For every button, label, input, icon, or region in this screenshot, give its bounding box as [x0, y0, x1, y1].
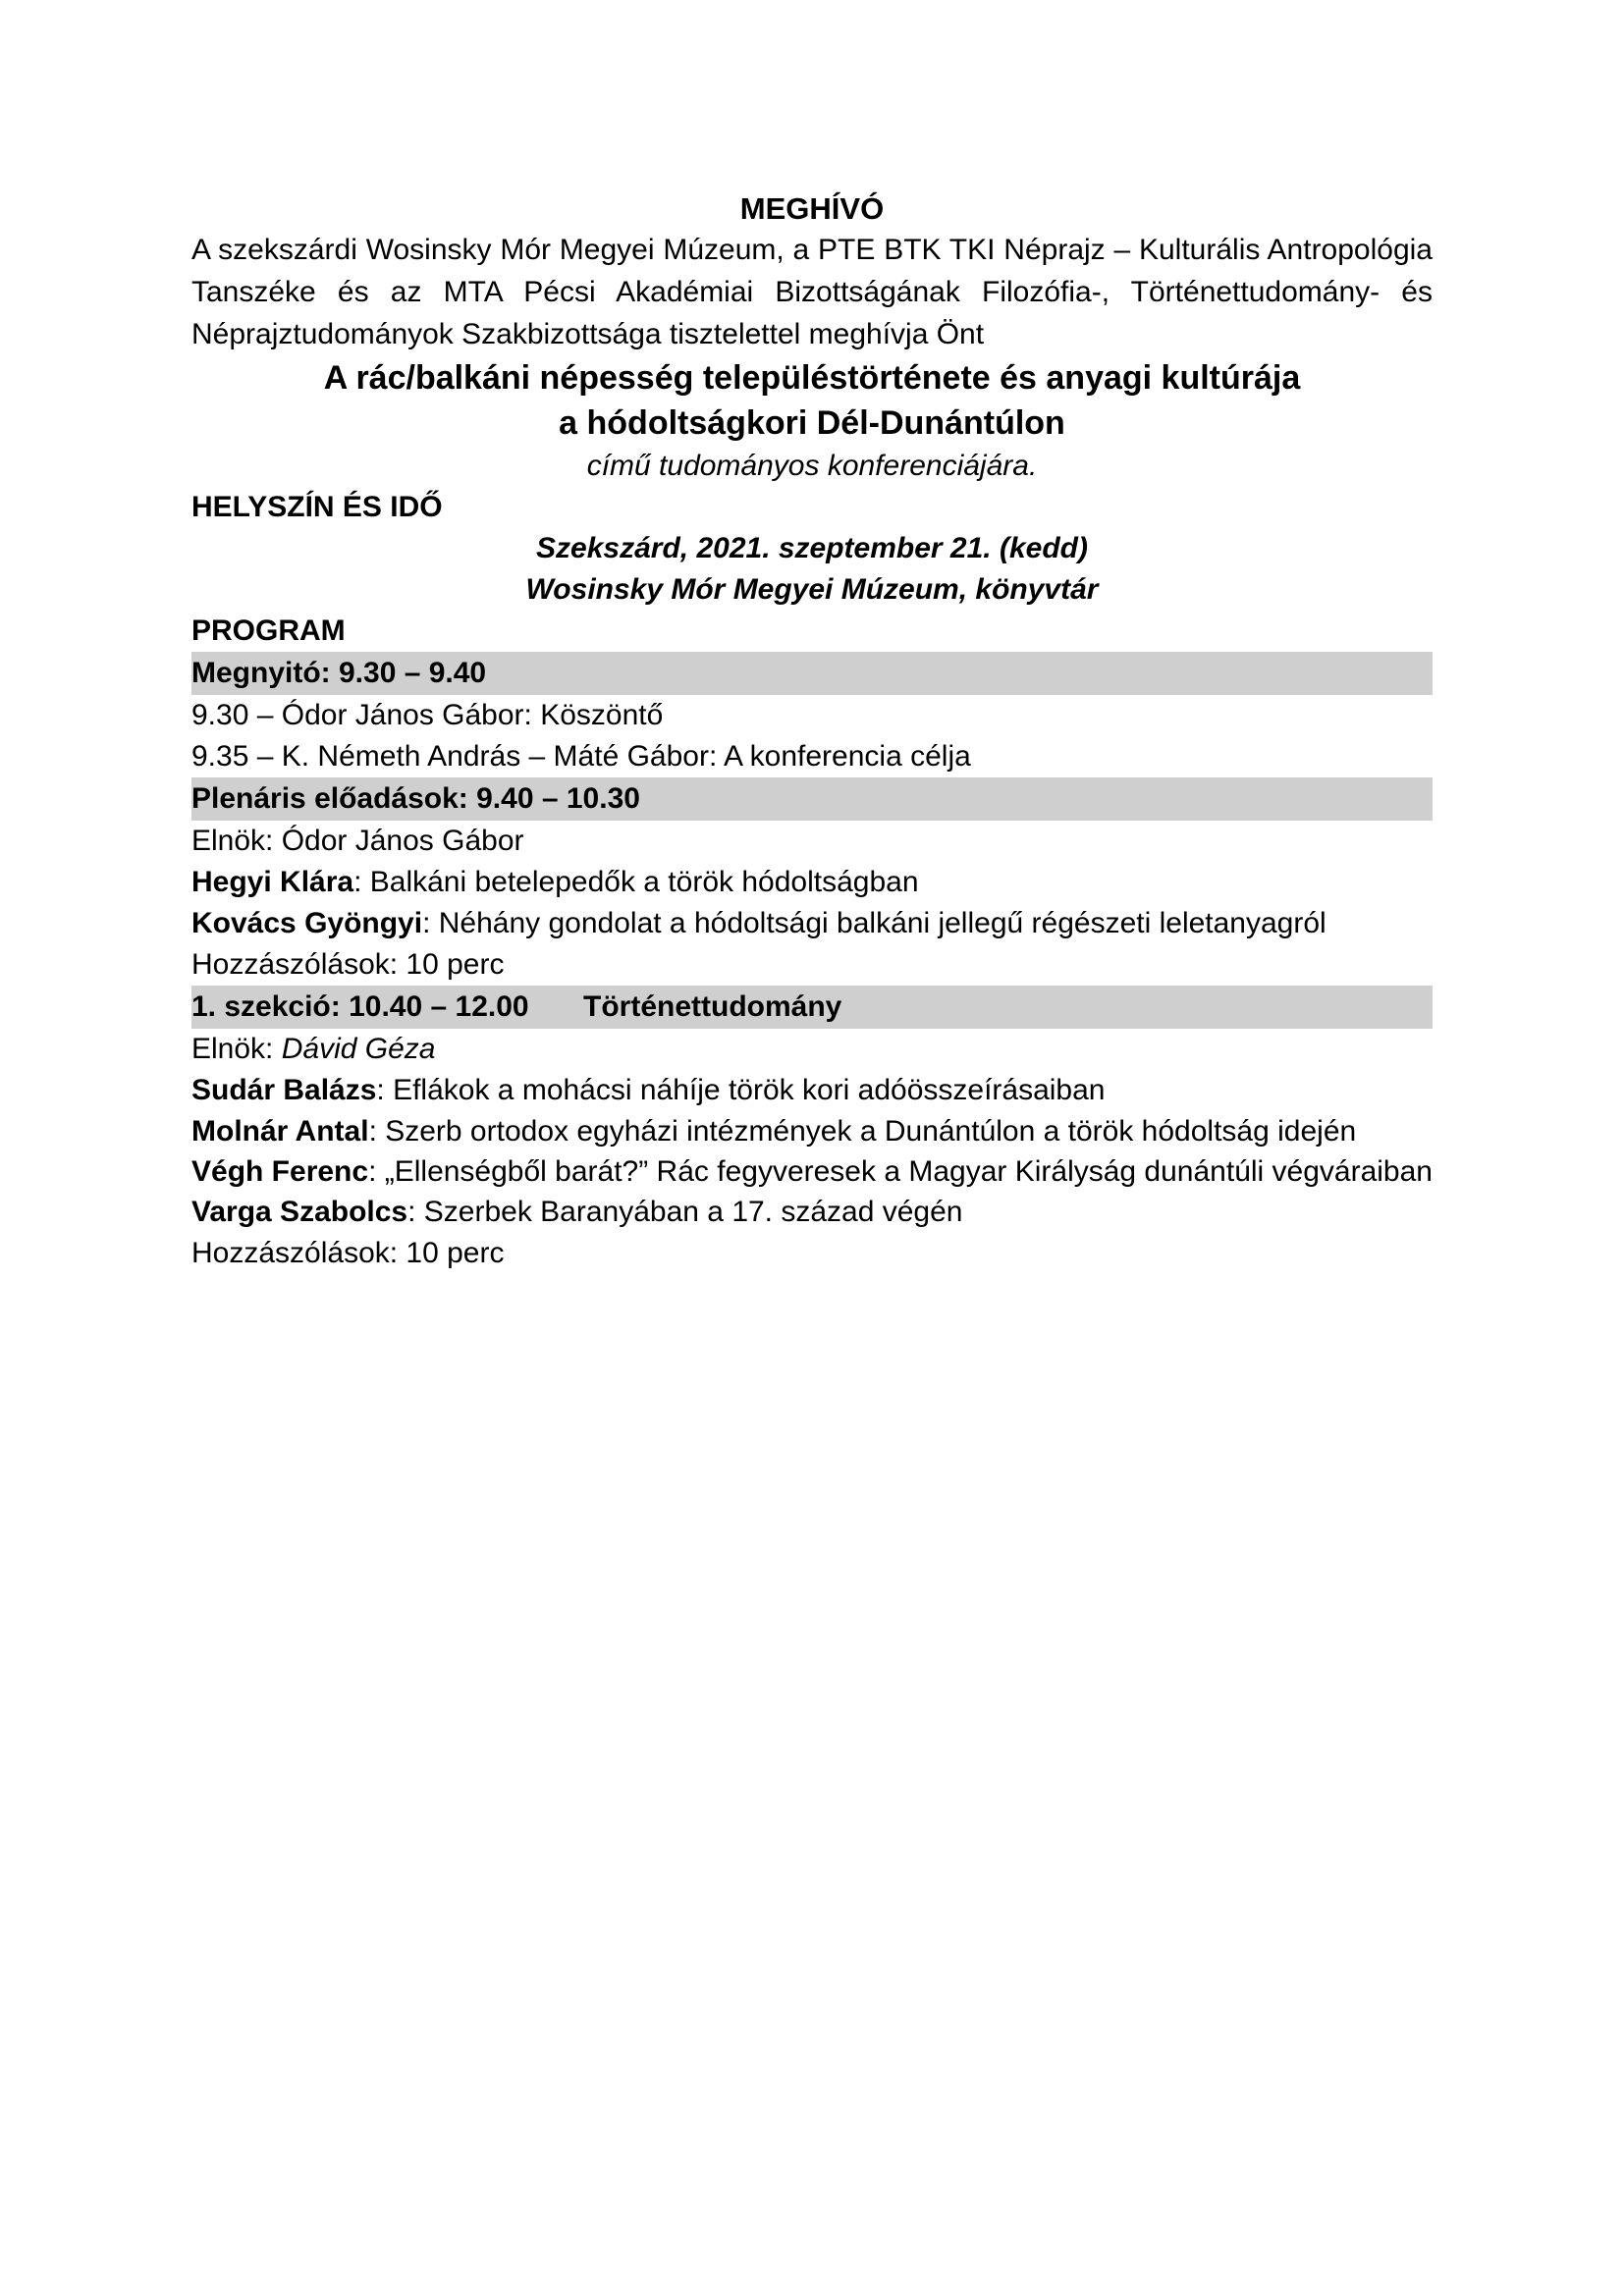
program-item: 9.30 – Ódor János Gábor: Köszöntő [191, 699, 664, 731]
section-1-time: 1. szekció: 10.40 – 12.00 [191, 990, 529, 1023]
intro-paragraph: A szekszárdi Wosinsky Mór Megyei Múzeum, a PTE BTK TKI Néprajz – Kulturális Antropológia Tanszéke és az MTA Pécsi Akadémiai Bizottságának Filozófia-, Történettudomány- és Néprajztudományok Szakbizottsága tisztelettel meghívja Önt [191, 234, 1433, 350]
talk-title: : Balkáni betelepedők a török hódoltságban [353, 866, 919, 898]
talk-item [191, 1192, 1433, 1233]
conference-title [191, 355, 1433, 446]
talk-speaker: Végh Ferenc [191, 1155, 369, 1188]
section-header-1 [191, 986, 1433, 1029]
talk-title: : Szerb ortodox egyházi intézmények a Dunántúlon a török hódoltság idején [368, 1115, 1357, 1148]
talk-title: : „Ellenségből barát?” Rác fegyveresek a Magyar Királyság dunántúli végváraiban [368, 1155, 1433, 1188]
section-header-plenary: Plenáris előadások: 9.40 – 10.30 [191, 777, 1433, 821]
chair-line [191, 821, 1433, 862]
talk-speaker: Molnár Antal [191, 1115, 369, 1148]
talk-item [191, 1070, 1433, 1111]
section-header-opening: Megnyitó: 9.30 – 9.40 [191, 652, 1433, 695]
talk-item [191, 862, 1433, 903]
program-heading: PROGRAM [191, 614, 346, 647]
conference-title-line1: A rác/balkáni népesség településtörténete és anyagi kultúrája [323, 359, 1301, 397]
chair-label: Elnök: [191, 825, 282, 857]
comments-line: Hozzászólások: 10 perc [191, 1237, 505, 1269]
talk-item [191, 1111, 1433, 1151]
chair-name: Ódor János Gábor [281, 825, 524, 857]
talk-title: : Szerbek Baranyában a 17. század végén [407, 1196, 963, 1228]
section-1-topic: Történettudomány [583, 990, 842, 1023]
document-title: MEGHÍVÓ [739, 191, 885, 226]
comments-line: Hozzászólások: 10 perc [191, 948, 505, 981]
talk-speaker: Varga Szabolcs [191, 1196, 408, 1228]
talk-item [191, 903, 1433, 944]
talk-title: : Eflákok a mohácsi náhíje török kori adóösszeírásaiban [376, 1074, 1106, 1106]
talk-speaker: Sudár Balázs [191, 1074, 377, 1106]
conference-subtitle: című tudományos konferenciájára. [586, 450, 1038, 482]
program-item: 9.35 – K. Németh András – Máté Gábor: A konferencia célja [191, 740, 971, 773]
venue-line: Wosinsky Mór Megyei Múzeum, könyvtár [525, 573, 1099, 606]
date-line: Szekszárd, 2021. szeptember 21. (kedd) [536, 532, 1088, 564]
chair-line [191, 1029, 1433, 1070]
chair-label: Elnök: [191, 1033, 282, 1065]
talk-title: : Néhány gondolat a hódoltsági balkáni jellegű régészeti leletanyagról [422, 907, 1326, 939]
conference-title-line2: a hódoltságkori Dél-Dunántúlon [559, 404, 1065, 442]
talk-speaker: Hegyi Klára [191, 866, 354, 898]
location-heading: HELYSZÍN ÉS IDŐ [191, 491, 443, 523]
chair-name: Dávid Géza [281, 1033, 436, 1065]
talk-item [191, 1151, 1433, 1192]
talk-speaker: Kovács Gyöngyi [191, 907, 423, 939]
